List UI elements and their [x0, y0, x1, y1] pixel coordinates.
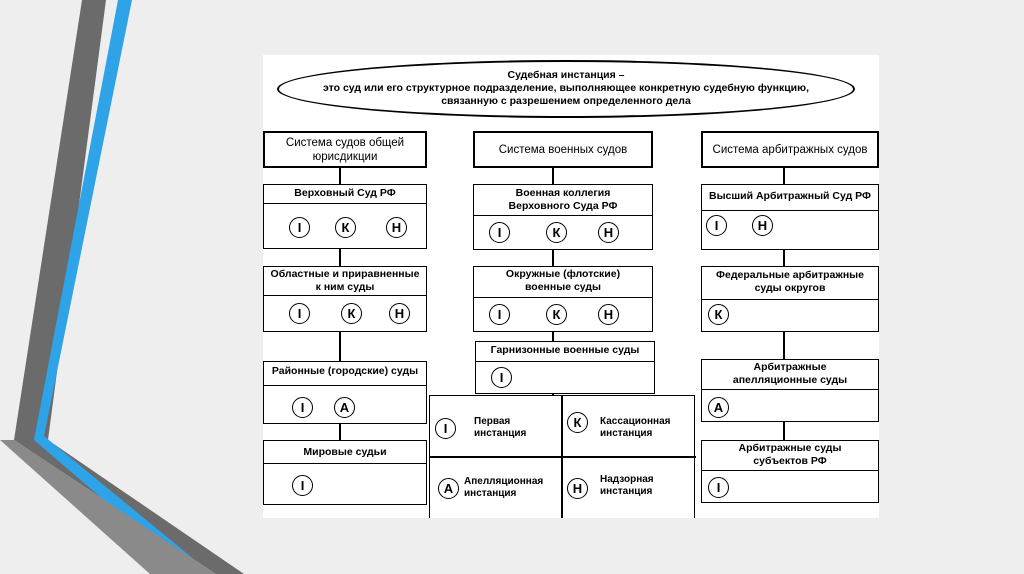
- instance-cassation-icon: К: [708, 304, 729, 325]
- grey-stripe: [14, 0, 244, 574]
- definition-ellipse: [277, 60, 855, 118]
- instance-first-icon: I: [489, 304, 510, 325]
- instance-supervisory-icon: Н: [598, 222, 619, 243]
- court-title: Арбитражные суды субъектов РФ: [738, 442, 842, 467]
- court-district-military: [473, 266, 653, 332]
- instance-first-icon: I: [708, 477, 729, 498]
- legend-cassation-icon: К: [567, 412, 588, 433]
- court-title: Областные и приравненные к ним суды: [270, 268, 420, 293]
- court-district: [263, 361, 427, 424]
- instance-cassation-icon: К: [335, 217, 356, 238]
- court-title: Высший Арбитражный Суд РФ: [709, 190, 871, 202]
- court-supreme: [263, 184, 427, 249]
- legend-first-label: Первая инстанция: [474, 416, 527, 439]
- definition-line-2: связанную с разрешением определенного дела: [441, 95, 691, 107]
- header-arbitration-courts: Система арбитражных судов: [701, 131, 879, 168]
- legend-supervisory-icon: Н: [567, 478, 588, 499]
- legend: [429, 395, 695, 518]
- court-title: Военная коллегия Верховного Суда РФ: [508, 187, 618, 212]
- instance-first-icon: I: [289, 303, 310, 324]
- instance-cassation-icon: К: [341, 303, 362, 324]
- instance-first-icon: I: [489, 222, 510, 243]
- instance-appeal-icon: А: [334, 397, 355, 418]
- header-general-jurisdiction: Система судов общей юрисдикции: [263, 131, 427, 168]
- instance-appeal-icon: А: [708, 397, 729, 418]
- court-title: Арбитражные апелляционные суды: [732, 361, 848, 386]
- instance-cassation-icon: К: [546, 222, 567, 243]
- instance-first-icon: I: [706, 215, 727, 236]
- instance-supervisory-icon: Н: [752, 215, 773, 236]
- court-title: Федеральные арбитражные суды округов: [716, 269, 864, 294]
- diagram-canvas: [263, 55, 879, 518]
- court-title: Окружные (флотские) военные суды: [505, 268, 621, 293]
- header-military-courts: Система военных судов: [473, 131, 653, 168]
- court-garrison-military: [475, 341, 655, 394]
- grey-stripe-lower: [0, 440, 216, 574]
- instance-supervisory-icon: Н: [389, 303, 410, 324]
- instance-first-icon: I: [289, 217, 310, 238]
- court-military-collegium: [473, 184, 653, 250]
- court-arbitration-appeal: [701, 359, 879, 422]
- definition-line-1: это суд или его структурное подразделение, выполняющее конкретную судебную функцию,: [322, 82, 810, 94]
- instance-first-icon: I: [292, 475, 313, 496]
- instance-supervisory-icon: Н: [598, 304, 619, 325]
- court-arbitration-subjects: [701, 440, 879, 503]
- legend-appeal-label: Апелляционная инстанция: [464, 476, 544, 499]
- court-title: Районные (городские) суды: [271, 365, 419, 377]
- court-federal-arbitration-districts: [701, 266, 879, 332]
- court-regional: [263, 266, 427, 332]
- instance-supervisory-icon: Н: [386, 217, 407, 238]
- legend-first-icon: I: [435, 418, 456, 439]
- court-supreme-arbitration: [701, 184, 879, 250]
- legend-cassation-label: Кассационная инстанция: [600, 416, 671, 439]
- court-title: Мировые судьи: [303, 446, 387, 458]
- instance-cassation-icon: К: [546, 304, 567, 325]
- court-title: Гарнизонные военные суды: [490, 344, 640, 356]
- legend-supervisory-label: Надзорная инстанция: [600, 474, 654, 497]
- instance-first-icon: I: [292, 397, 313, 418]
- definition-title: Судебная инстанция –: [507, 69, 625, 81]
- court-title: Верховный Суд РФ: [294, 187, 396, 199]
- court-magistrates: [263, 440, 427, 505]
- legend-appeal-icon: А: [438, 478, 459, 499]
- instance-first-icon: I: [491, 367, 512, 388]
